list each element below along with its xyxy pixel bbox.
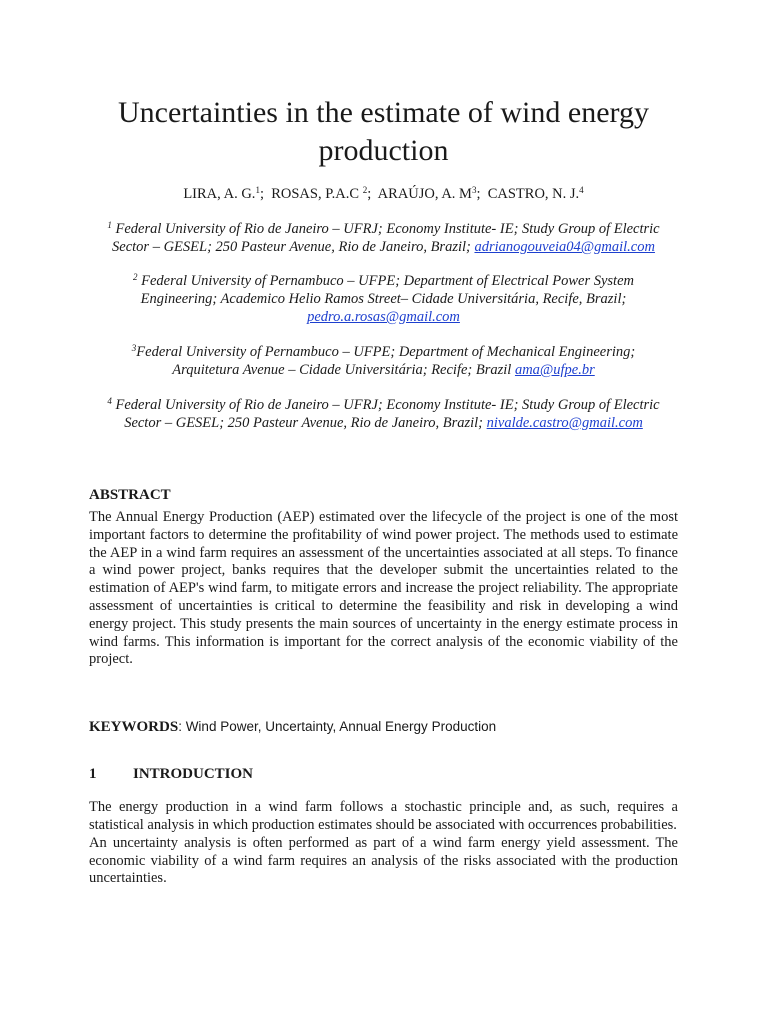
affiliation-mark: 4 bbox=[107, 396, 112, 406]
keywords-text: : Wind Power, Uncertainty, Annual Energy Production bbox=[178, 719, 497, 735]
author-name: LIRA, A. G. bbox=[183, 186, 256, 202]
author-name: ARAÚJO, A. M bbox=[377, 186, 472, 202]
section-number: 1 bbox=[89, 766, 97, 783]
author-affiliation-mark: 2 bbox=[362, 185, 368, 195]
introduction-heading bbox=[89, 766, 678, 783]
introduction-paragraph-2: An uncertainty analysis is often performed as part of a wind farm energy yield assessment. The economic viability of a wind farm requires an analysis of the risks associated with the production uncertainties. bbox=[89, 834, 678, 887]
introduction-paragraph-1: The energy production in a wind farm follows a stochastic principle and, as such, requires a statistical analysis in which production estimates should be associated with occurrences probabilities. bbox=[89, 799, 678, 833]
author-name: CASTRO, N. J. bbox=[487, 186, 580, 202]
affiliation-1 bbox=[94, 220, 674, 256]
affiliation-mark: 1 bbox=[107, 220, 112, 230]
section-title: INTRODUCTION bbox=[133, 766, 254, 783]
author-list: LIRA, A. G.$^1$; ROSAS, P.A.C $^2$; ARAÚJO, A. $M^3$; CASTRO, N. J.$^4$ bbox=[183, 185, 584, 202]
author-affiliation-mark: 3 bbox=[471, 185, 477, 195]
email-link[interactable]: adrianogouveia04@gmail.com bbox=[474, 239, 655, 255]
paper-title: Uncertainties in the estimate of wind energy production bbox=[118, 96, 649, 167]
email-link[interactable]: nivalde.castro@gmail.com bbox=[486, 415, 643, 431]
affiliation-mark: 2 bbox=[132, 272, 138, 282]
keywords-line bbox=[89, 719, 678, 736]
keywords-label: KEYWORDS bbox=[89, 719, 179, 736]
affiliation-4 bbox=[94, 396, 674, 432]
abstract-text: The Annual Energy Production (AEP) estimated over the lifecycle of the project is one of the most important factors to determine the profitability of wind power project. The methods used to estimate the AEP in a wind farm requires an assessment of the uncertainties associated at all steps. To finance a wind power project, banks requires that the developer submit the uncertainties related to the estimation of AEP's wind farm, to mitigate errors and increase the project reliability. The appropriate assessment of uncertainties is critical to determine the feasibility and risk in developing a wind energy project. This study presents the main sources of uncertainty in the energy estimate process in wind farms. This information is important for the correct analysis of the economic viability of the project. bbox=[89, 509, 678, 668]
affiliation-3 bbox=[114, 343, 654, 379]
author-affiliation-mark: 1 bbox=[255, 185, 260, 195]
author-name: ROSAS, P.A.C bbox=[271, 186, 360, 202]
affiliation-mark: 3 bbox=[131, 343, 137, 353]
author-affiliation-mark: 4 bbox=[579, 185, 584, 195]
affiliation-text: Federal University of Pernambuco – UFPE; Department of Electrical Power System Engineering; Academico Helio Ramos Street– Cidade Universitária, Recife, Brazil; bbox=[140, 273, 634, 307]
affiliation-2 bbox=[114, 272, 654, 326]
affiliation-text: Federal University of Rio de Janeiro – UFRJ; Economy Institute- IE; Study Group of Electric Sector – GESEL; 250 Pasteur Avenue, Rio de Janeiro, Brazil; bbox=[112, 221, 660, 255]
affiliation-text: Federal University of Pernambuco – UFPE; Department of Mechanical Engineering; Arquitetura Avenue – Cidade Universitária; Recife; Brazil bbox=[136, 344, 636, 378]
affiliation-text: Federal University of Rio de Janeiro – UFRJ; Economy Institute- IE; Study Group of Electric Sector – GESEL; 250 Pasteur Avenue, Rio de Janeiro, Brazil; bbox=[115, 397, 660, 431]
email-link[interactable]: ama@ufpe.br bbox=[514, 362, 595, 378]
email-link[interactable]: pedro.a.rosas@gmail.com bbox=[307, 309, 460, 325]
abstract-heading: ABSTRACT bbox=[89, 487, 171, 503]
